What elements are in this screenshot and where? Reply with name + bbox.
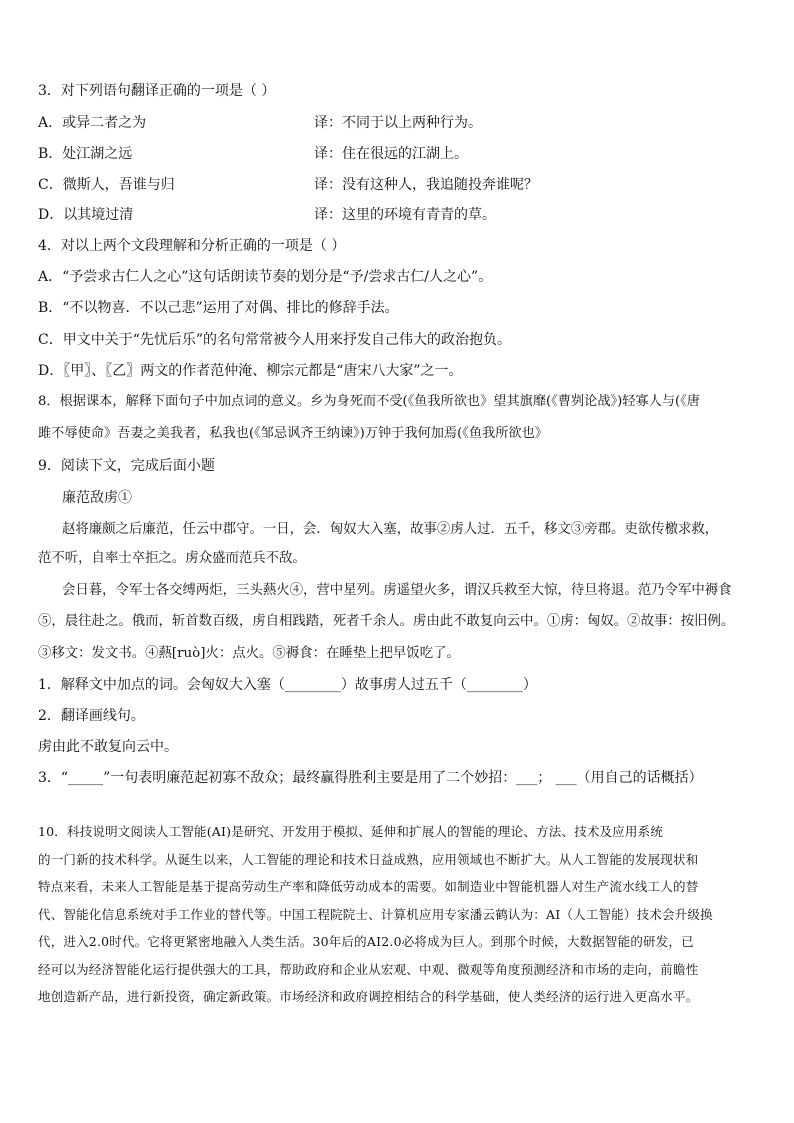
q4-option-b: B．“不以物喜．不以己悲”运用了对偶、排比的修辞手法。 xyxy=(38,300,399,316)
q9-stem: 9．阅读下文，完成后面小题 xyxy=(38,458,215,474)
q9-sub2: 2．翻译画线句。 xyxy=(38,708,145,724)
q4-stem: 4．对以上两个文段理解和分析正确的一项是（ ） xyxy=(38,238,346,254)
q9-para1-line2: 范不听，自率士卒拒之。虏众盛而范兵不敌。 xyxy=(38,551,306,566)
q3-option-a: A．或异二者之为 xyxy=(38,115,147,131)
q10-line: 代、智能化信息系统对手工作业的替代等。中国工程院院士、计算机应用专家潘云鹤认为：AI（人工智能）技术会升级换 xyxy=(38,906,713,922)
q9-para2-line1: 会日暮，令军士各交缚两炬，三头爇火④，营中星列。虏遥望火多，谓汉兵救至大惊，待旦将退。范乃令军中褥食 xyxy=(62,583,732,598)
q4-option-d: D．〖甲〗、〖乙〗两文的作者范仲淹、柳宗元都是“唐宋八大家”之一。 xyxy=(38,363,463,379)
q10-line: 代，进入2.0时代。它将更紧密地融入人类生活。30年后的AI2.0必将成为巨人。到那个时候，大数据智能的研发，已 xyxy=(38,934,694,949)
q9-passage-title: 廉范敌虏① xyxy=(62,490,132,506)
q10-line: 特点来看，未来人工智能是基于提高劳动生产率和降低劳动成本的需要。如制造业中智能机器人对生产流水线工人的替 xyxy=(38,879,699,894)
q3-option-b-translation: 译：住在很远的江湖上。 xyxy=(314,146,468,162)
q9-notes: ③移文：发文书。④爇[ruò]火：点火。⑤褥食：在睡垫上把早饭吃了。 xyxy=(38,646,460,661)
q3-option-c: C．微斯人，吾谁与归 xyxy=(38,177,175,193)
q10-line: 的一门新的技术科学。从诞生以来，人工智能的理论和技术日益成熟，应用领域也不断扩大。从人工智能的发展现状和 xyxy=(38,851,699,867)
q9-para1-line1: 赵将廉颇之后廉范，任云中郡守。一日，会．匈奴大入塞，故事②虏人过．五千，移文③旁郡。吏欲传檄求救， xyxy=(62,522,719,537)
q10-passage xyxy=(38,818,760,1011)
q10-line: 经可以为经济智能化运行提供强大的工具，帮助政府和企业从宏观、中观、微观等角度预测经济和市场的走向，前瞻性 xyxy=(38,961,699,977)
q3-stem: 3．对下列语句翻译正确的一项是（ ） xyxy=(38,83,276,99)
q9-sub2-sentence: 虏由此不敢复向云中。 xyxy=(38,739,178,755)
q3-option-b: B．处江湖之远 xyxy=(38,146,133,162)
q9-para2-line2: ⑤，晨往赴之。俄而，斩首数百级，虏自相践踏，死者千余人。虏由此不敢复向云中。①虏：匈奴。②故事：按旧例。 xyxy=(38,614,735,629)
q3-option-a-translation: 译：不同于以上两种行为。 xyxy=(314,115,482,131)
q3-option-d: D．以其境过清 xyxy=(38,207,134,223)
q3-option-c-translation: 译：没有这种人，我追随投奔谁呢？ xyxy=(314,177,538,193)
q9-sub1: 1．解释文中加点的词。会匈奴大入塞（________）故事虏人过五千（________） xyxy=(38,677,537,693)
q4-option-a: A．“予尝求古仁人之心”这句话朗读节奏的划分是“予/尝求古仁/人之心”。 xyxy=(38,269,493,285)
q3-option-d-translation: 译：这里的环境有青青的草。 xyxy=(314,207,496,223)
q8-line-2: 雎不辱使命》吾妻之美我者，私我也(《邹忌讽齐王纳谏》)万钟于我何加焉(《鱼我所欲也》 xyxy=(38,426,548,441)
q10-line: 10．科技说明文阅读人工智能(AI)是研究、开发用于模拟、延伸和扩展人的智能的理论、方法、技术及应用系统 xyxy=(38,824,664,839)
q4-option-c: C．甲文中关于“先忧后乐”的名句常常被今人用来抒发自己伟大的政治抱负。 xyxy=(38,332,512,348)
q9-sub3: 3．“_____”一句表明廉范起初寡不敌众；最终赢得胜利主要是用了二个妙招：___； ___（用自己的话概括） xyxy=(38,770,703,786)
q10-line: 地创造新产品，进行新投资，确定新政策。市场经济和政府调控相结合的科学基础，使人类经济的运行进入更高水平。 xyxy=(38,989,699,1004)
q8-line-1: 8．根据课本，解释下面句子中加点词的意义。乡为身死而不受(《鱼我所欲也》望其旗靡(《曹刿论战》)轻寡人与(《唐 xyxy=(38,394,700,409)
